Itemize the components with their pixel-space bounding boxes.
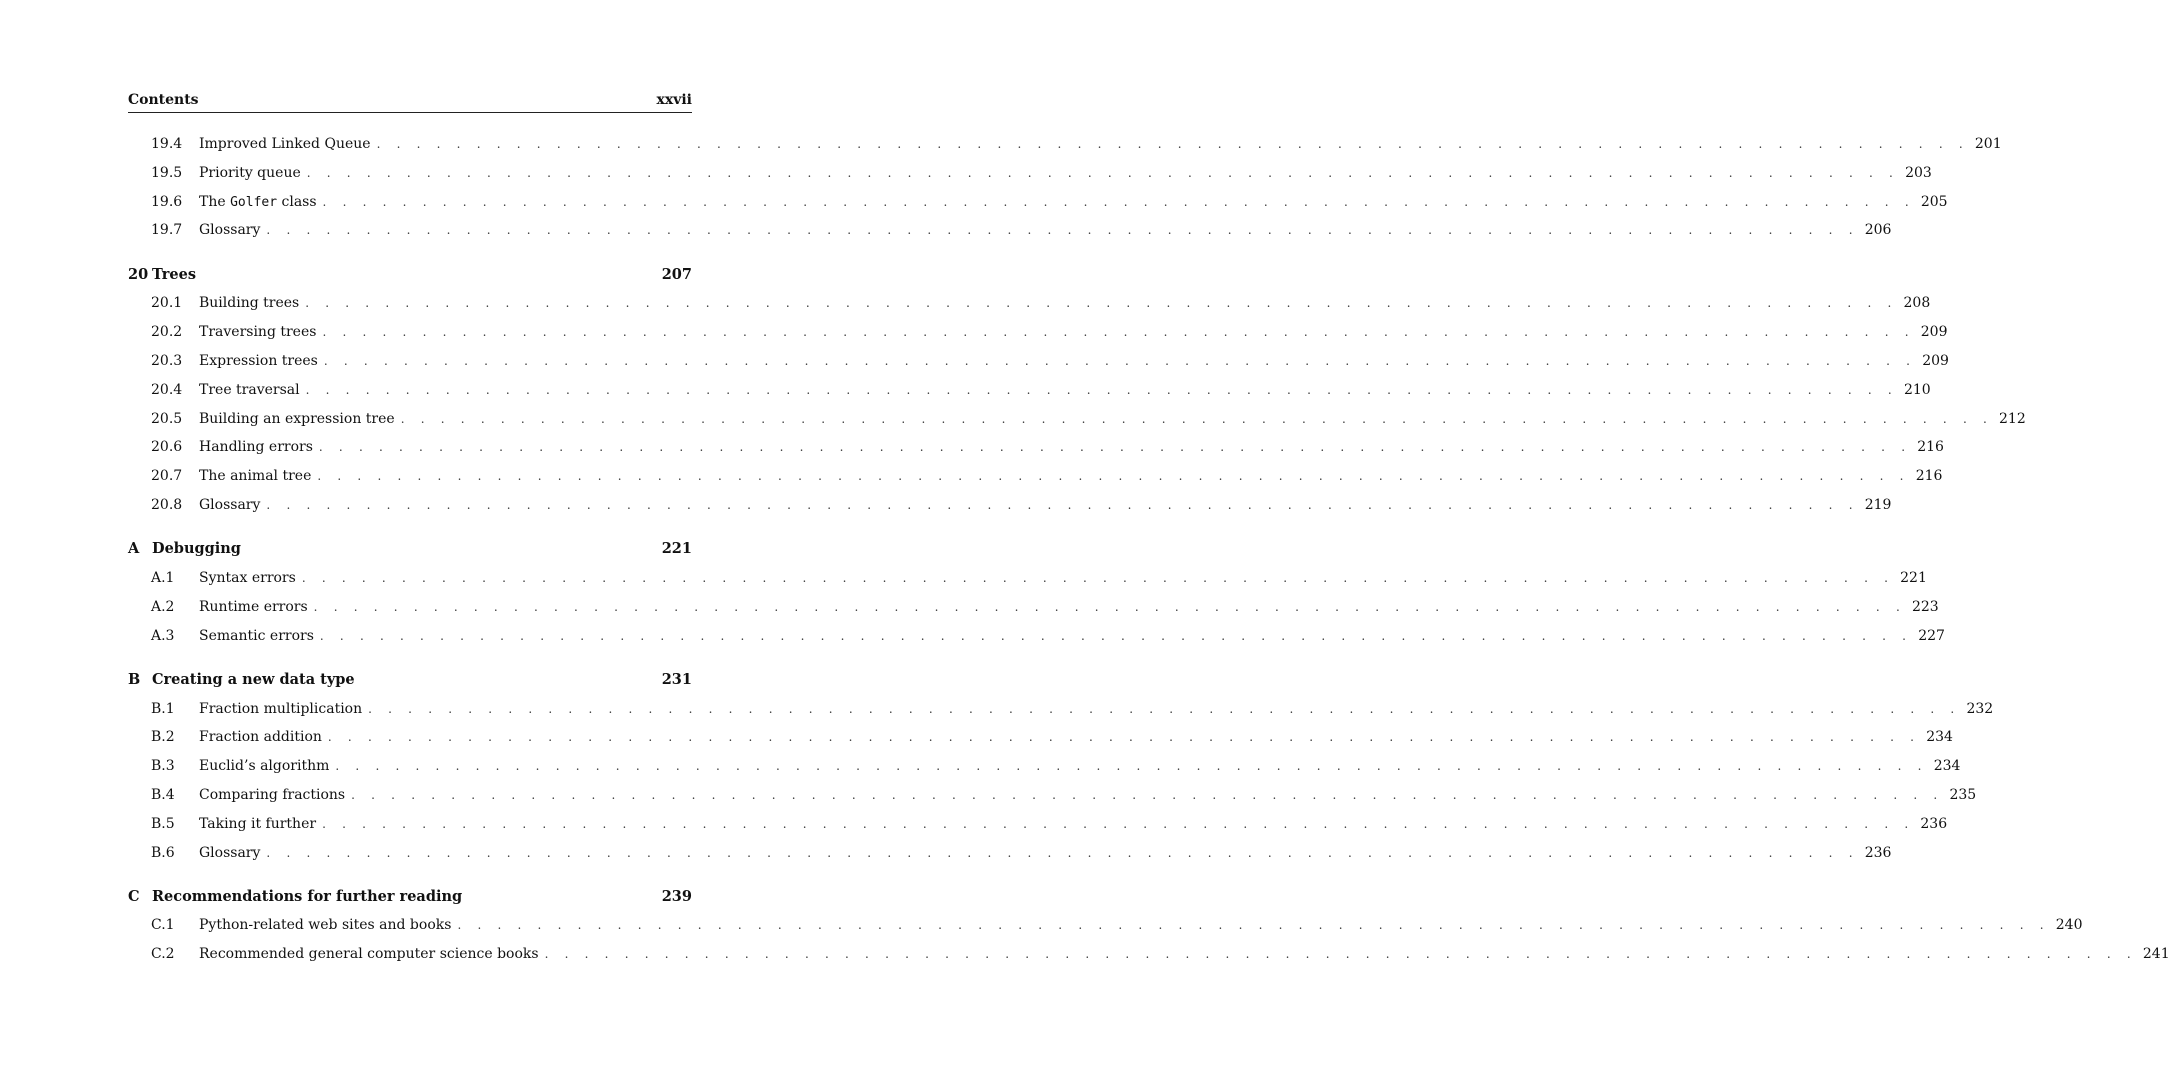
section-number: 20.8	[151, 496, 183, 513]
section-title: Glossary	[199, 496, 261, 513]
section-page-number: 216	[1917, 439, 1944, 456]
chapter-heading[interactable]	[128, 666, 692, 695]
dot-leader: . . . . . . . . . . . . . . . . . . . . . . . . . . . . . . . . . . . . . . . . . . . . . . . . . . . . . . . . . . . . . . . . . . . . . . . . . . . . . . . .	[322, 816, 1915, 831]
section-title: Syntax errors	[199, 569, 296, 586]
section-page-number: 209	[1920, 324, 1948, 341]
section-title: Taking it further	[199, 815, 317, 832]
chapter-page-number: 207	[661, 265, 692, 283]
toc-entry[interactable]	[128, 723, 1953, 752]
dot-leader: . . . . . . . . . . . . . . . . . . . . . . . . . . . . . . . . . . . . . . . . . . . . . . . . . . . . . . . . . . . . . . . . . . . . . . . . . . . . . . . .	[266, 497, 1859, 512]
section-title: Building trees	[199, 295, 300, 312]
toc-entry[interactable]	[128, 318, 1948, 347]
toc-entry[interactable]	[128, 839, 1892, 868]
section-page-number: 216	[1915, 468, 1943, 485]
chapter-heading[interactable]	[128, 883, 692, 912]
section-number: 19.6	[151, 193, 183, 210]
section-title: Python-related web sites and books	[199, 917, 452, 934]
toc-entry[interactable]	[128, 433, 1944, 462]
section-number: B.1	[151, 700, 175, 717]
section-number: 20.4	[151, 381, 183, 398]
section-page-number: 236	[1864, 844, 1892, 861]
toc-entry[interactable]	[128, 593, 1939, 622]
section-number: 20.5	[151, 410, 183, 427]
dot-leader: . . . . . . . . . . . . . . . . . . . . . . . . . . . . . . . . . . . . . . . . . . . . . . . . . . . . . . . . . . . . . . . . . . . . . . . . . . . . . . . .	[457, 918, 2050, 933]
dot-leader: . . . . . . . . . . . . . . . . . . . . . . . . . . . . . . . . . . . . . . . . . . . . . . . . . . . . . . . . . . . . . . . . . . . . . . . . . . . . . . . .	[544, 947, 2137, 962]
section-number: B.2	[151, 729, 175, 746]
section-title: Building an expression tree	[199, 410, 395, 427]
toc-entry[interactable]	[128, 491, 1892, 520]
dot-leader: . . . . . . . . . . . . . . . . . . . . . . . . . . . . . . . . . . . . . . . . . . . . . . . . . . . . . . . . . . . . . . . . . . . . . . . . . . . . . . . .	[266, 223, 1859, 238]
section-page-number: 227	[1918, 627, 1945, 644]
dot-leader: . . . . . . . . . . . . . . . . . . . . . . . . . . . . . . . . . . . . . . . . . . . . . . . . . . . . . . . . . . . . . . . . . . . . . . . . . . . . . . . .	[351, 787, 1944, 802]
toc-entry[interactable]	[128, 405, 2026, 434]
section-number: C.2	[151, 946, 175, 963]
section-page-number: 201	[1974, 136, 2002, 152]
running-header	[128, 92, 692, 113]
chapter-page-number: 231	[661, 670, 692, 688]
section-page-number: 241	[2142, 946, 2170, 963]
section-number: 19.5	[151, 164, 183, 181]
toc-entry[interactable]	[128, 462, 1943, 491]
chapter-number: 20	[128, 265, 149, 283]
section-title: Tree traversal	[199, 381, 300, 398]
section-title: The animal tree	[199, 468, 312, 485]
section-title: Fraction multiplication	[199, 700, 363, 717]
section-number: A.1	[151, 569, 175, 586]
section-page-number: 210	[1903, 381, 1931, 398]
chapter-number: A	[128, 540, 140, 558]
section-title: Handling errors	[199, 439, 313, 456]
chapter-label	[128, 883, 462, 912]
section-page-number: 203	[1905, 164, 1932, 181]
section-title: Recommended general computer science books	[199, 946, 539, 963]
toc-page	[128, 92, 2170, 969]
section-page-number: 208	[1903, 295, 1931, 312]
chapter-label	[128, 535, 241, 564]
section-number: A.2	[151, 598, 175, 615]
section-number: B.3	[151, 758, 175, 775]
dot-leader: . . . . . . . . . . . . . . . . . . . . . . . . . . . . . . . . . . . . . . . . . . . . . . . . . . . . . . . . . . . . . . . . . . . . . . . . . . . . . . . .	[376, 137, 1969, 151]
section-number: B.4	[151, 786, 175, 803]
dot-leader: . . . . . . . . . . . . . . . . . . . . . . . . . . . . . . . . . . . . . . . . . . . . . . . . . . . . . . . . . . . . . . . . . . . . . . . . . . . . . . . .	[306, 165, 1900, 180]
section-number: B.6	[151, 844, 175, 861]
section-page-number: 219	[1864, 496, 1892, 513]
section-page-number: 221	[1900, 569, 1927, 586]
section-number: 19.4	[151, 136, 183, 152]
section-title: Traversing trees	[199, 324, 317, 341]
chapter-label	[128, 261, 196, 290]
chapter-label	[128, 666, 355, 695]
toc-entry[interactable]	[128, 622, 1945, 651]
dot-leader: . . . . . . . . . . . . . . . . . . . . . . . . . . . . . . . . . . . . . . . . . . . . . . . . . . . . . . . . . . . . . . . . . . . . . . . . . . . . . . . .	[305, 296, 1898, 311]
chapter-title: Recommendations for further reading	[152, 887, 463, 905]
section-page-number: 234	[1933, 758, 1961, 775]
toc-entry[interactable]	[128, 289, 1931, 318]
chapter-title: Debugging	[152, 540, 241, 558]
section-title	[199, 188, 317, 218]
toc-entry[interactable]	[128, 216, 1892, 245]
section-number: 20.3	[151, 352, 183, 369]
section-number: 20.7	[151, 468, 183, 485]
toc-entry[interactable]	[128, 781, 1977, 810]
section-page-number: 205	[1920, 193, 1948, 210]
toc-entry[interactable]	[128, 911, 2083, 940]
toc-entry[interactable]	[128, 752, 1961, 781]
section-page-number: 234	[1926, 729, 1953, 746]
chapter-page-number: 239	[661, 887, 692, 905]
section-number: A.3	[151, 627, 175, 644]
header-title: Contents	[128, 92, 199, 108]
section-title-text: The	[199, 193, 231, 210]
section-title: Glossary	[199, 222, 261, 239]
dot-leader: . . . . . . . . . . . . . . . . . . . . . . . . . . . . . . . . . . . . . . . . . . . . . . . . . . . . . . . . . . . . . . . . . . . . . . . . . . . . . . . .	[301, 570, 1895, 585]
section-title: Euclid’s algorithm	[199, 758, 330, 775]
dot-leader: . . . . . . . . . . . . . . . . . . . . . . . . . . . . . . . . . . . . . . . . . . . . . . . . . . . . . . . . . . . . . . . . . . . . . . . . . . . . . . . .	[335, 759, 1928, 774]
dot-leader: . . . . . . . . . . . . . . . . . . . . . . . . . . . . . . . . . . . . . . . . . . . . . . . . . . . . . . . . . . . . . . . . . . . . . . . . . . . . . . . .	[305, 382, 1898, 397]
section-page-number: 235	[1949, 786, 1977, 803]
chapter-title: Creating a new data type	[152, 670, 355, 688]
section-title: Comparing fractions	[199, 786, 346, 803]
toc-entry[interactable]	[128, 810, 1948, 839]
chapter-page-number: 221	[661, 540, 692, 558]
section-title: Priority queue	[199, 164, 301, 181]
dot-leader: . . . . . . . . . . . . . . . . . . . . . . . . . . . . . . . . . . . . . . . . . . . . . . . . . . . . . . . . . . . . . . . . . . . . . . . . . . . . . . . .	[322, 194, 1915, 209]
dot-leader: . . . . . . . . . . . . . . . . . . . . . . . . . . . . . . . . . . . . . . . . . . . . . . . . . . . . . . . . . . . . . . . . . . . . . . . . . . . . . . . .	[368, 701, 1961, 716]
section-title: Fraction addition	[199, 729, 322, 746]
dot-leader: . . . . . . . . . . . . . . . . . . . . . . . . . . . . . . . . . . . . . . . . . . . . . . . . . . . . . . . . . . . . . . . . . . . . . . . . . . . . . . . .	[266, 845, 1859, 860]
section-number: C.1	[151, 917, 175, 934]
section-number: 19.7	[151, 222, 183, 239]
dot-leader: . . . . . . . . . . . . . . . . . . . . . . . . . . . . . . . . . . . . . . . . . . . . . . . . . . . . . . . . . . . . . . . . . . . . . . . . . . . . . . . .	[317, 469, 1910, 484]
section-page-number: 209	[1922, 352, 1949, 369]
section-page-number: 236	[1920, 815, 1948, 832]
dot-leader: . . . . . . . . . . . . . . . . . . . . . . . . . . . . . . . . . . . . . . . . . . . . . . . . . . . . . . . . . . . . . . . . . . . . . . . . . . . . . . . .	[313, 599, 1906, 614]
dot-leader: . . . . . . . . . . . . . . . . . . . . . . . . . . . . . . . . . . . . . . . . . . . . . . . . . . . . . . . . . . . . . . . . . . . . . . . . . . . . . . . .	[400, 411, 1994, 426]
toc-entry[interactable]	[128, 130, 2002, 159]
toc-entry[interactable]	[128, 376, 1931, 405]
chapter-heading[interactable]	[128, 261, 692, 290]
toc-entry[interactable]	[128, 564, 1927, 593]
chapter-number: B	[128, 670, 141, 688]
section-title: Glossary	[199, 844, 261, 861]
toc-entry[interactable]	[128, 347, 1949, 376]
section-title: Improved Linked Queue	[199, 136, 371, 152]
section-title: Runtime errors	[199, 598, 308, 615]
section-page-number: 232	[1966, 700, 1994, 717]
section-title-code: Golfer	[230, 194, 278, 210]
section-number: 20.2	[151, 324, 183, 341]
dot-leader: . . . . . . . . . . . . . . . . . . . . . . . . . . . . . . . . . . . . . . . . . . . . . . . . . . . . . . . . . . . . . . . . . . . . . . . . . . . . . . . .	[327, 730, 1921, 745]
toc-entry[interactable]	[128, 188, 1948, 217]
toc-entry[interactable]	[128, 940, 2170, 969]
section-title: Semantic errors	[199, 627, 314, 644]
dot-leader: . . . . . . . . . . . . . . . . . . . . . . . . . . . . . . . . . . . . . . . . . . . . . . . . . . . . . . . . . . . . . . . . . . . . . . . . . . . . . . . .	[319, 628, 1913, 643]
section-number: 20.1	[151, 295, 183, 312]
section-page-number: 212	[1999, 410, 2026, 427]
section-page-number: 223	[1911, 598, 1939, 615]
section-number: B.5	[151, 815, 175, 832]
section-title: Expression trees	[199, 352, 318, 369]
chapter-heading[interactable]	[128, 535, 692, 564]
section-title-text: class	[277, 193, 317, 210]
section-page-number: 206	[1864, 222, 1892, 239]
table-of-contents	[128, 130, 2170, 969]
chapter-number: C	[128, 887, 140, 905]
section-number: 20.6	[151, 439, 183, 456]
toc-entry[interactable]	[128, 695, 1994, 724]
dot-leader: . . . . . . . . . . . . . . . . . . . . . . . . . . . . . . . . . . . . . . . . . . . . . . . . . . . . . . . . . . . . . . . . . . . . . . . . . . . . . . . .	[322, 325, 1915, 340]
header-page-number: xxvii	[656, 92, 692, 108]
chapter-title: Trees	[152, 265, 196, 283]
section-page-number: 240	[2055, 917, 2083, 934]
toc-entry[interactable]	[128, 159, 1932, 188]
dot-leader: . . . . . . . . . . . . . . . . . . . . . . . . . . . . . . . . . . . . . . . . . . . . . . . . . . . . . . . . . . . . . . . . . . . . . . . . . . . . . . . .	[323, 353, 1917, 368]
dot-leader: . . . . . . . . . . . . . . . . . . . . . . . . . . . . . . . . . . . . . . . . . . . . . . . . . . . . . . . . . . . . . . . . . . . . . . . . . . . . . . . .	[318, 440, 1912, 455]
